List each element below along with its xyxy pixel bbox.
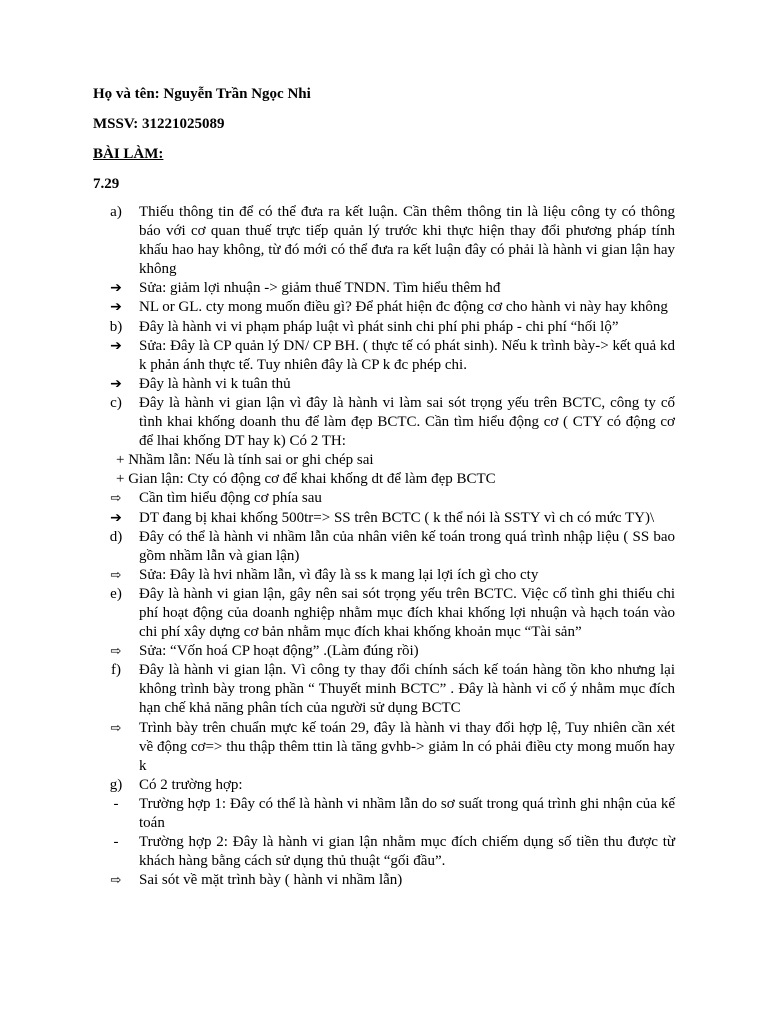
note-item [93,375,675,394]
section-heading: BÀI LÀM: [93,146,164,162]
item-text: Cần tìm hiểu động cơ phía sau [139,490,322,507]
note-item [93,337,675,375]
hollow-arrow-icon: ⇨ [110,491,122,507]
student-id: MSSV: 31221025089 [93,116,225,132]
item-text: Trình bày trên chuẩn mực kế toán 29, đây là hành vi thay đổi hợp lệ, Tuy nhiên cần xét về động cơ=> thu thập thêm ttin là tăng gvhb-> giảm ln có phải điều cty mong muốn hay k [139,719,675,774]
answer-item-g [93,776,675,795]
arrow-right-icon: ➔ [110,299,122,316]
item-marker: c) [110,394,122,411]
hollow-arrow-icon: ⇨ [110,720,122,736]
item-text: Đây là hành vi gian lận, gây nên sai sót trọng yếu trên BCTC. Việc cố tình ghi thiếu chi phí hoạt động của doanh nghiệp nhằm mục đích khai khống lợi nhuận và hạch toán vào chi phí xây dựng cơ bản nhằm mục đích khai khống khoản mục “Tài sản” [139,585,675,641]
item-marker: f) [111,662,121,679]
item-marker: b) [109,318,123,335]
dash-marker: - [113,834,119,851]
dash-marker: - [113,795,119,812]
hollow-arrow-icon: ⇨ [110,567,122,583]
plain-line [93,451,675,470]
note-item [93,719,675,776]
note-item [93,298,675,317]
item-text: DT đang bị khai khống 500tr=> SS trên BCTC ( k thể nói là SSTY vì ch có mức TY)\ [139,509,655,526]
student-name: Họ và tên: Nguyễn Trần Ngọc Nhi [93,86,311,102]
item-text: Đây là hành vi vi phạm pháp luật vì phát sinh chi phí phi pháp - chi phí “hối lộ” [139,318,619,335]
item-text: Thiếu thông tin để có thể đưa ra kết luận. Cần thêm thông tin là liệu công ty có thông báo với cơ quan thuế trực tiếp quản lý trước khi thực hiện thay đổi phương pháp tính khấu hao hay không, từ đó mới có thể đưa ra kết luận đây có phải là hành vi gian lận hay không [139,204,675,278]
note-item [93,871,675,890]
plain-line [93,470,675,489]
dash-item [93,795,675,833]
answer-item-f [93,661,675,718]
item-text: Sửa: Đây là hvi nhầm lẫn, vì đây là ss k mang lại lợi ích gì cho cty [139,566,539,583]
item-text: Sửa: Đây là CP quản lý DN/ CP BH. ( thực tế có phát sinh). Nếu k trình bày-> kết quả kd k phản ánh thực tế. Tuy nhiên đây là CP k đc phép chi. [139,337,675,373]
hollow-arrow-icon: ⇨ [110,873,122,889]
item-text: Trường hợp 2: Đây là hành vi gian lận nhằm mục đích chiếm dụng số tiền thu được từ khách hàng bằng cách sử dụng thủ thuật “gối đầu”. [139,834,675,870]
item-text: Sửa: giảm lợi nhuận -> giảm thuế TNDN. Tìm hiểu thêm hđ [139,280,501,297]
arrow-right-icon: ➔ [110,337,122,354]
item-marker: d) [109,528,123,545]
item-text: Có 2 trường hợp: [139,776,243,793]
item-marker: g) [109,776,123,793]
note-item [93,489,675,508]
item-text: Sửa: “Vốn hoá CP hoạt động” .(Làm đúng rồi) [139,643,419,660]
arrow-right-icon: ➔ [110,509,122,526]
answer-item-c [93,394,675,451]
answer-item-b [93,318,675,337]
note-item [93,509,675,528]
arrow-right-icon: ➔ [110,375,122,392]
item-text: NL or GL. cty mong muốn điều gì? Để phát hiện đc động cơ cho hành vi này hay không [139,299,668,316]
item-text: + Nhầm lẫn: Nếu là tính sai or ghi chép sai [116,452,374,469]
answer-item-e [93,585,675,642]
answer-item-d [93,528,675,566]
answer-item-a [93,203,675,279]
answer-body [93,203,675,890]
note-item [93,566,675,585]
exercise-number: 7.29 [93,176,120,192]
item-text: Sai sót về mặt trình bày ( hành vi nhầm lẫn) [139,872,403,889]
arrow-right-icon: ➔ [110,280,122,297]
note-item [93,642,675,661]
item-text: + Gian lận: Cty có động cơ để khai khống dt để làm đẹp BCTC [116,471,496,488]
item-text: Đây là hành vi k tuân thủ [139,375,291,392]
item-text: Đây có thể là hành vi nhầm lẫn của nhân viên kế toán trong quá trình nhập liệu ( SS bao gồm nhầm lẫn và gian lận) [139,528,675,564]
hollow-arrow-icon: ⇨ [110,644,122,660]
item-marker: e) [110,585,122,602]
item-text: Đây là hành vi gian lận. Vì công ty thay đổi chính sách kế toán hàng tồn kho nhưng lại không trình bày trong phần “ Thuyết minh BCTC” . Đây là hành vi cố ý nhằm mục đích hạn chế khả năng phân tích của người sử dụng BCTC [139,662,675,717]
item-marker: a) [110,204,122,220]
item-text: Đây là hành vi gian lận vì đây là hành vi làm sai sót trọng yếu trên BCTC, công ty cố tình khai khống doanh thu để làm đẹp BCTC. Cần tìm hiểu động cơ ( CTY có động cơ để lhai khống DT hay k) Có 2 TH: [139,394,675,450]
note-item [93,279,675,298]
dash-item [93,833,675,871]
item-text: Trường hợp 1: Đây có thể là hành vi nhầm lẫn do sơ suất trong quá trình ghi nhận của kế toán [139,795,675,831]
